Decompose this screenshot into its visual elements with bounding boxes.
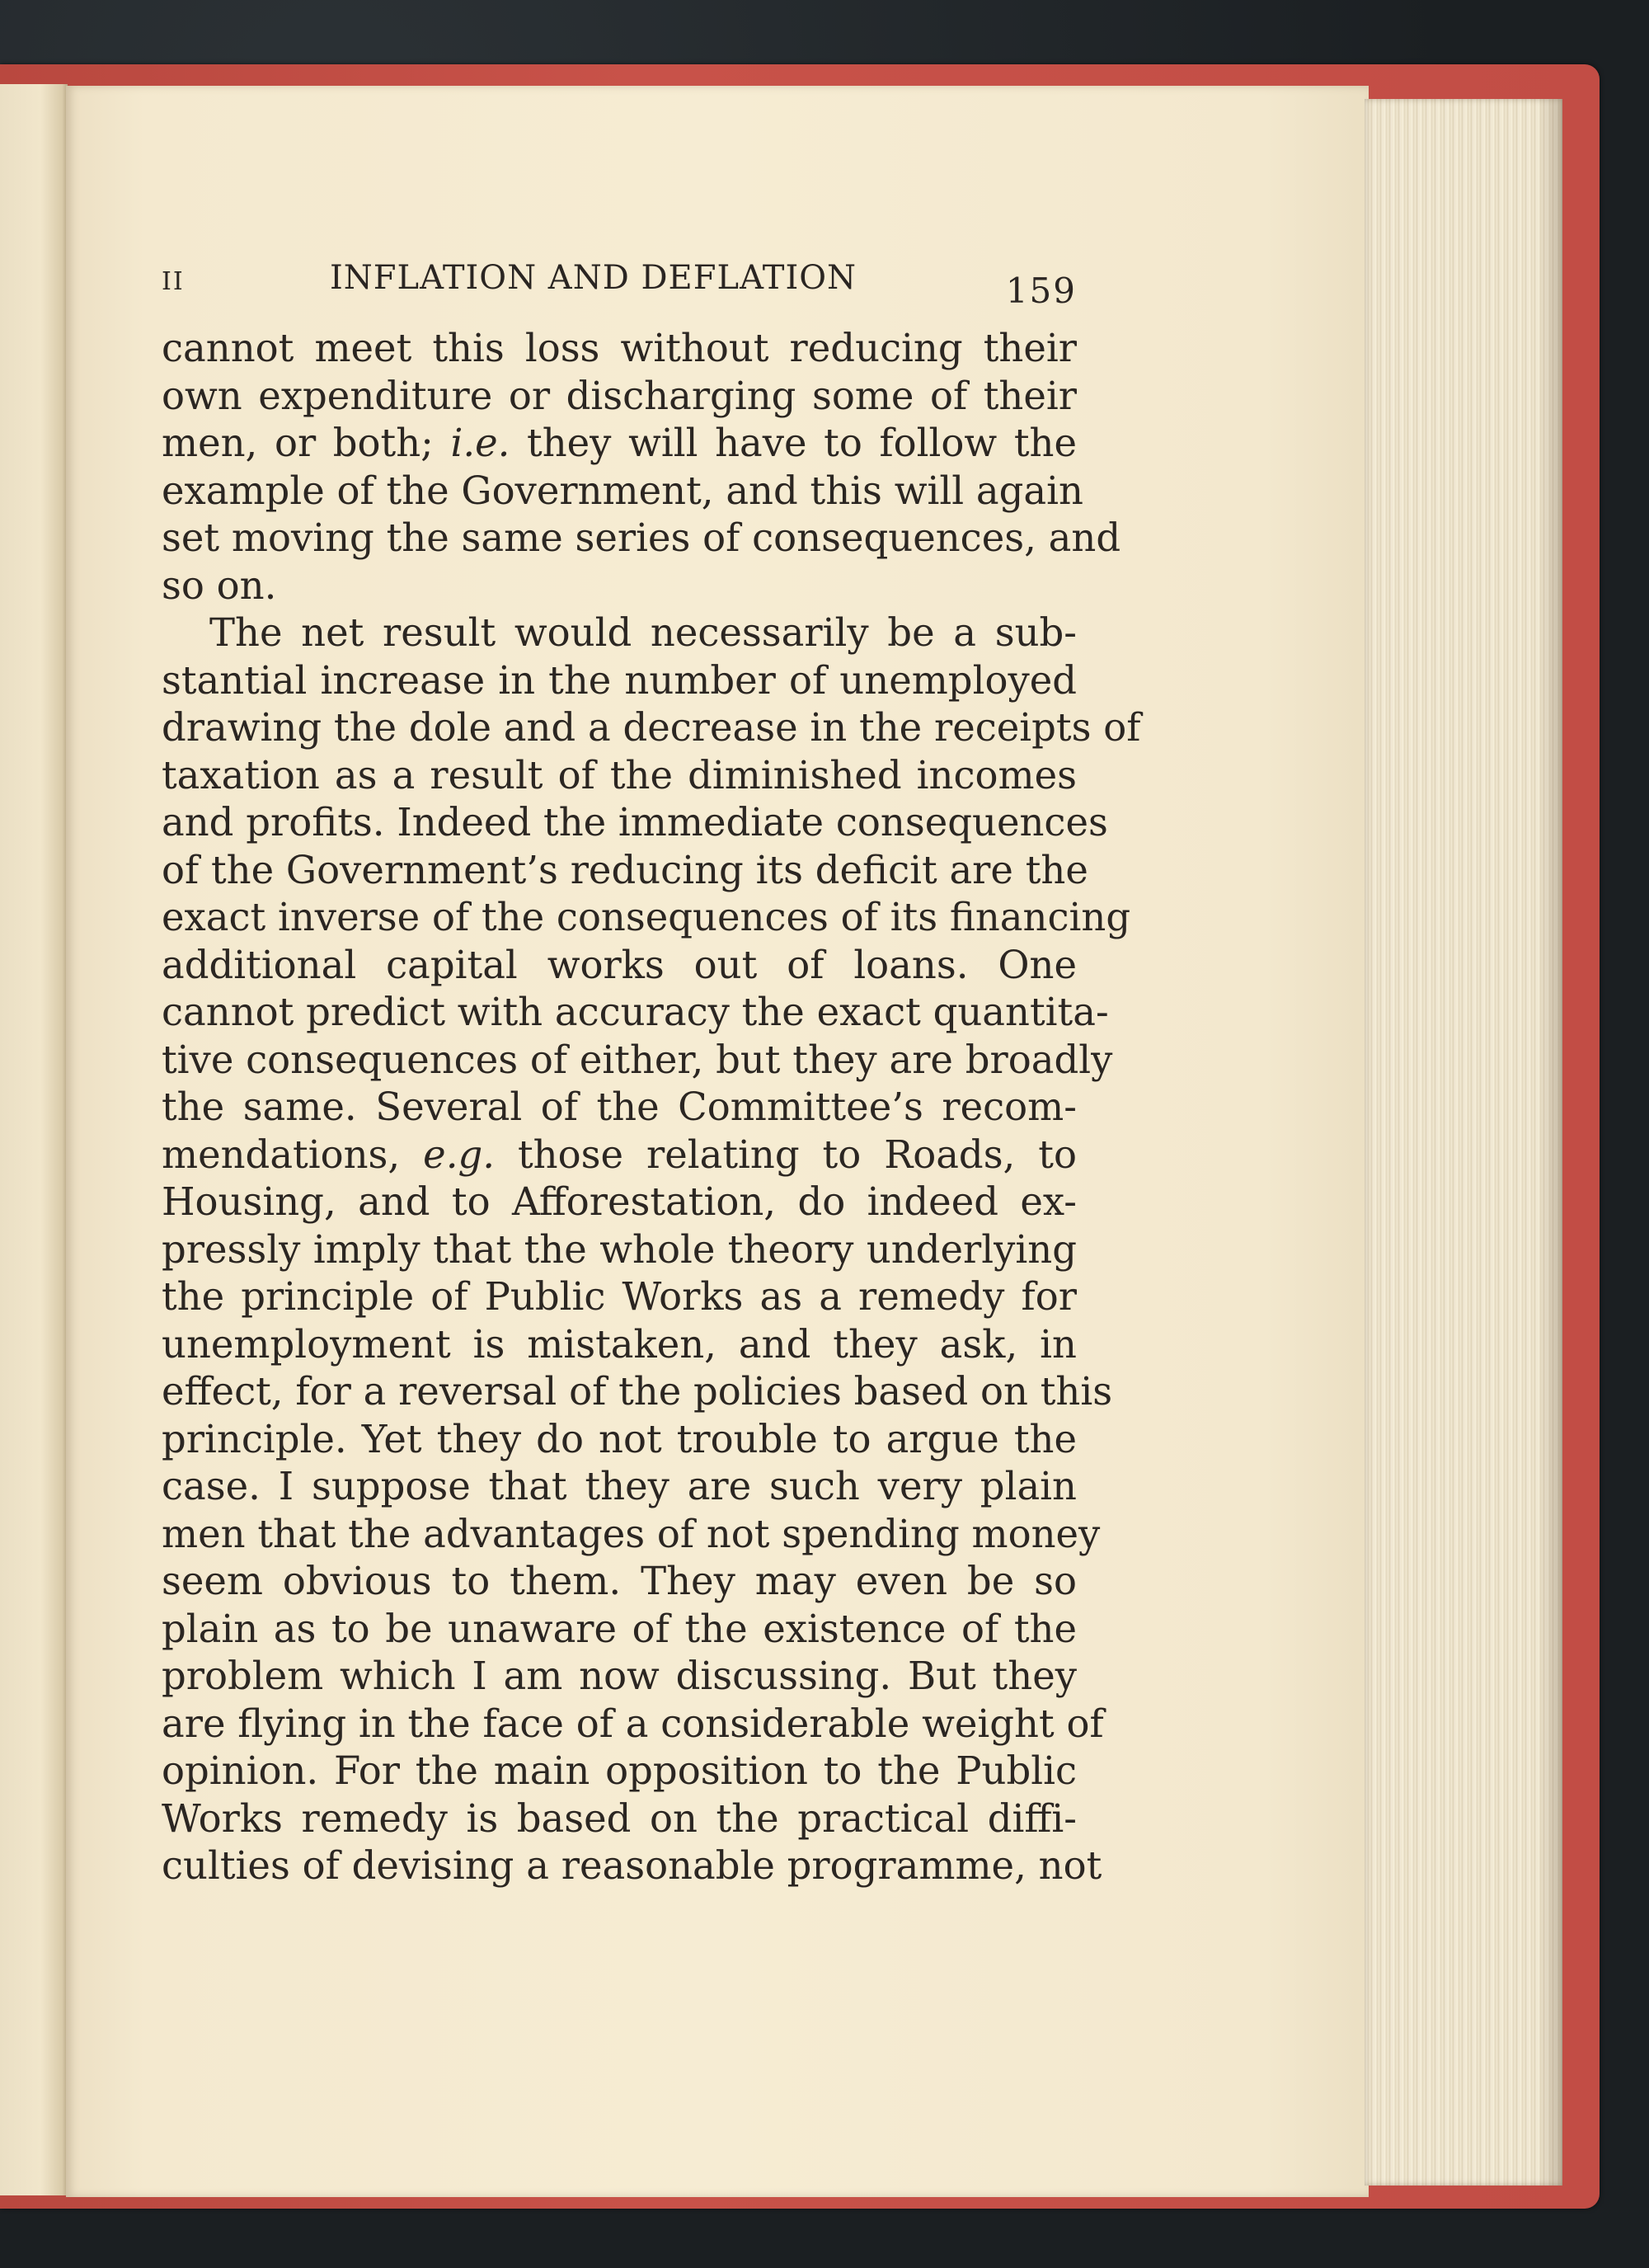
text-line: Works remedy is based on the practical diffi- (162, 1795, 1077, 1841)
text-line: The net result would necessarily be a sub- (209, 610, 1077, 655)
text-line: tive consequences of either, but they are broadly (162, 1037, 1113, 1082)
text-line: additional capital works out of loans. One (162, 942, 1077, 987)
text-line: and profits. Indeed the immediate consequences (162, 800, 1108, 845)
text-line: the same. Several of the Committee’s recom- (162, 1085, 1077, 1129)
text-line: example of the Government, and this will again (162, 468, 1083, 513)
italic-abbreviation: i.e. (450, 421, 510, 465)
text-line: are flying in the face of a considerable weight of (162, 1701, 1104, 1746)
running-title: INFLATION AND DEFLATION (330, 259, 857, 297)
text-line: culties of devising a reasonable programme, not (162, 1843, 1102, 1888)
text-line: the principle of Public Works as a remedy for (162, 1274, 1077, 1319)
text-fragment: men, or both; (162, 421, 451, 465)
text-line: principle. Yet they do not trouble to argue the (162, 1416, 1077, 1461)
page-number: 159 (1005, 271, 1077, 311)
text-line: exact inverse of the consequences of its financing (162, 895, 1131, 939)
text-line: stantial increase in the number of unemployed (162, 657, 1077, 703)
text-line: opinion. For the main opposition to the Public (162, 1748, 1077, 1793)
text-line: Housing, and to Afforestation, do indeed ex- (162, 1179, 1077, 1224)
chapter-number: II (162, 267, 185, 296)
text-line: seem obvious to them. They may even be so (162, 1559, 1077, 1603)
page-edges (1365, 99, 1562, 2186)
text-line: own expenditure or discharging some of their (162, 373, 1077, 418)
running-header (162, 247, 1077, 313)
text-line (162, 1132, 1077, 1179)
text-line: effect, for a reversal of the policies based on this (162, 1369, 1113, 1414)
text-line: men that the advantages of not spending money (162, 1511, 1101, 1556)
text-line: cannot meet this loss without reducing their (162, 326, 1077, 370)
text-line: plain as to be unaware of the existence of the (162, 1606, 1077, 1651)
text-line: so on. (162, 562, 277, 608)
text-line (162, 420, 1077, 468)
text-fragment: mendations, (162, 1132, 424, 1177)
left-page-edge (0, 84, 68, 2195)
text-line: pressly imply that the whole theory underlying (162, 1226, 1077, 1272)
text-line: set moving the same series of consequences, and (162, 515, 1121, 560)
text-line: drawing the dole and a decrease in the receipts of (162, 705, 1141, 750)
body-text (162, 325, 1141, 1890)
text-line: of the Government’s reducing its deficit are the (162, 847, 1088, 892)
text-fragment: those relating to Roads, to (495, 1132, 1077, 1177)
text-fragment: they will have to follow the (510, 421, 1077, 465)
text-line: taxation as a result of the diminished incomes (162, 752, 1077, 798)
text-line: problem which I am now discussing. But they (162, 1654, 1077, 1698)
text-line: case. I suppose that they are such very plain (162, 1464, 1077, 1508)
text-line: cannot predict with accuracy the exact quantita- (162, 990, 1109, 1034)
italic-abbreviation: e.g. (423, 1132, 496, 1177)
text-line: unemployment is mistaken, and they ask, in (162, 1321, 1077, 1367)
